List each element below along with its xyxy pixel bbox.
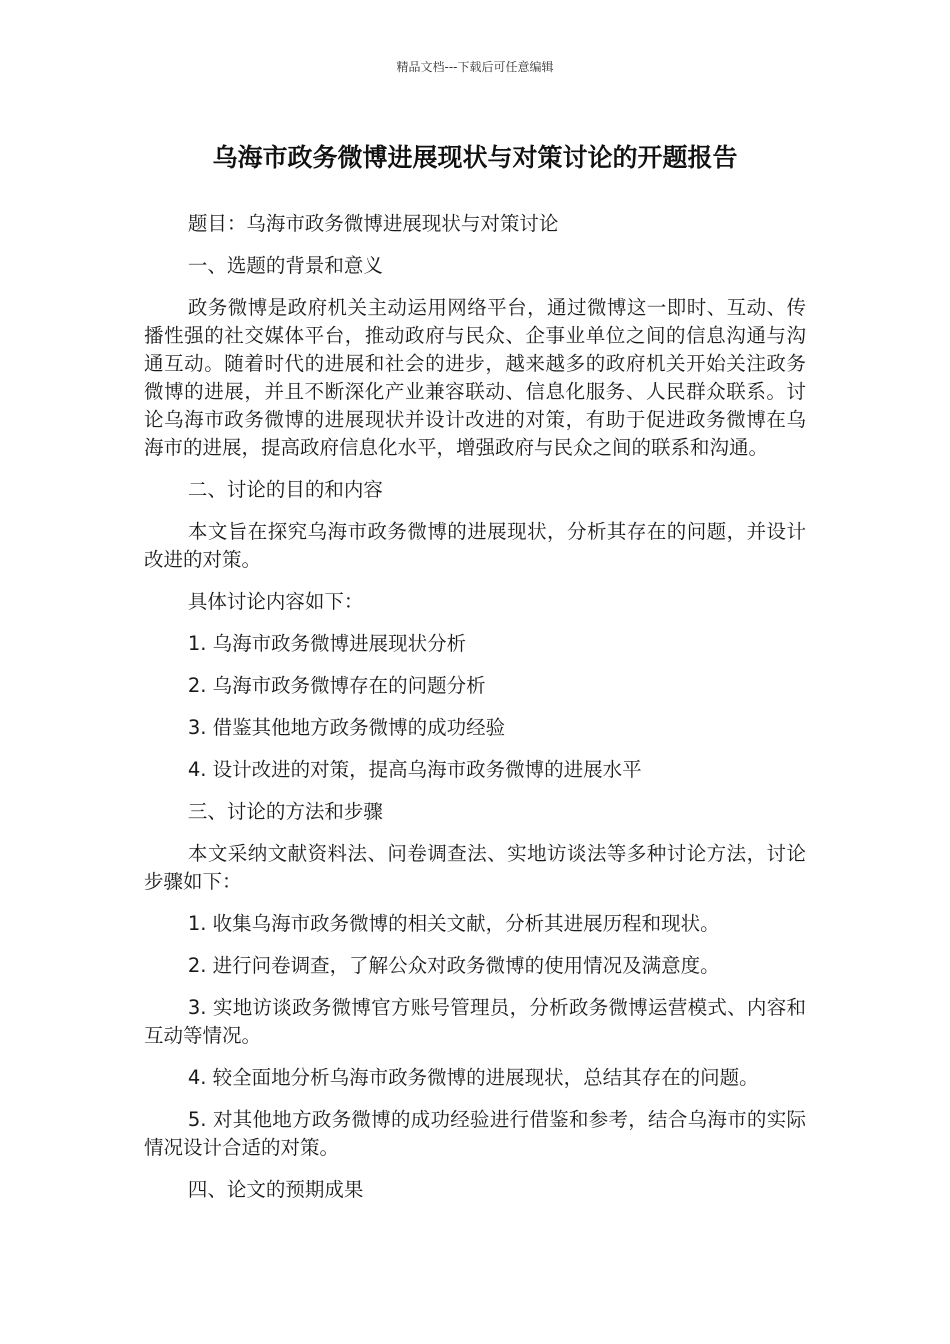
content-item-2: 2. 乌海市政务微博存在的问题分析	[187, 674, 486, 697]
content-item-1: 1. 乌海市政务微博进展现状分析	[187, 632, 467, 655]
document-title: 乌海市政务微博进展现状与对策讨论的开题报告	[212, 143, 738, 172]
content-intro: 具体讨论内容如下：	[187, 590, 364, 613]
content-item-3: 3. 借鉴其他地方政务微博的成功经验	[187, 716, 506, 739]
method-step-3: 3. 实地访谈政务微博官方账号管理员，分析政务微博运营模式、内容和互动等情况。	[144, 996, 806, 1047]
method-step-4: 4. 较全面地分析乌海市政务微博的进展现状，总结其存在的问题。	[187, 1066, 759, 1089]
section-heading-purpose: 二、讨论的目的和内容	[187, 478, 383, 501]
method-step-2: 2. 进行问卷调查，了解公众对政务微博的使用情况及满意度。	[187, 954, 720, 977]
header-note: 精品文档---下载后可任意编辑	[396, 60, 554, 74]
method-paragraph: 本文采纳文献资料法、问卷调查法、实地访谈法等多种讨论方法，讨论步骤如下：	[144, 842, 806, 893]
document-body	[144, 210, 806, 1218]
section-heading-background: 一、选题的背景和意义	[187, 254, 383, 277]
content-item-4: 4. 设计改进的对策，提高乌海市政务微博的进展水平	[187, 758, 642, 781]
section-heading-method: 三、讨论的方法和步骤	[187, 800, 383, 823]
background-paragraph: 政务微博是政府机关主动运用网络平台，通过微博这一即时、互动、传播性强的社交媒体平台，推动政府与民众、企事业单位之间的信息沟通与沟通互动。随着时代的进展和社会的进步，越来越多的政府机关开始关注政务微博的进展，并且不断深化产业兼容联动、信息化服务、人民群众联系。讨论乌海市政务微博的进展现状并设计改进的对策，有助于促进政务微博在乌海市的进展，提高政府信息化水平，增强政府与民众之间的联系和沟通。	[144, 296, 806, 459]
method-step-1: 1. 收集乌海市政务微博的相关文献，分析其进展历程和现状。	[187, 912, 720, 935]
method-step-5: 5. 对其他地方政务微博的成功经验进行借鉴和参考，结合乌海市的实际情况设计合适的对策。	[144, 1108, 806, 1159]
topic-line: 题目：乌海市政务微博进展现状与对策讨论	[187, 212, 559, 235]
purpose-paragraph: 本文旨在探究乌海市政务微博的进展现状，分析其存在的问题，并设计改进的对策。	[144, 520, 806, 571]
section-heading-outcome: 四、论文的预期成果	[187, 1178, 364, 1201]
